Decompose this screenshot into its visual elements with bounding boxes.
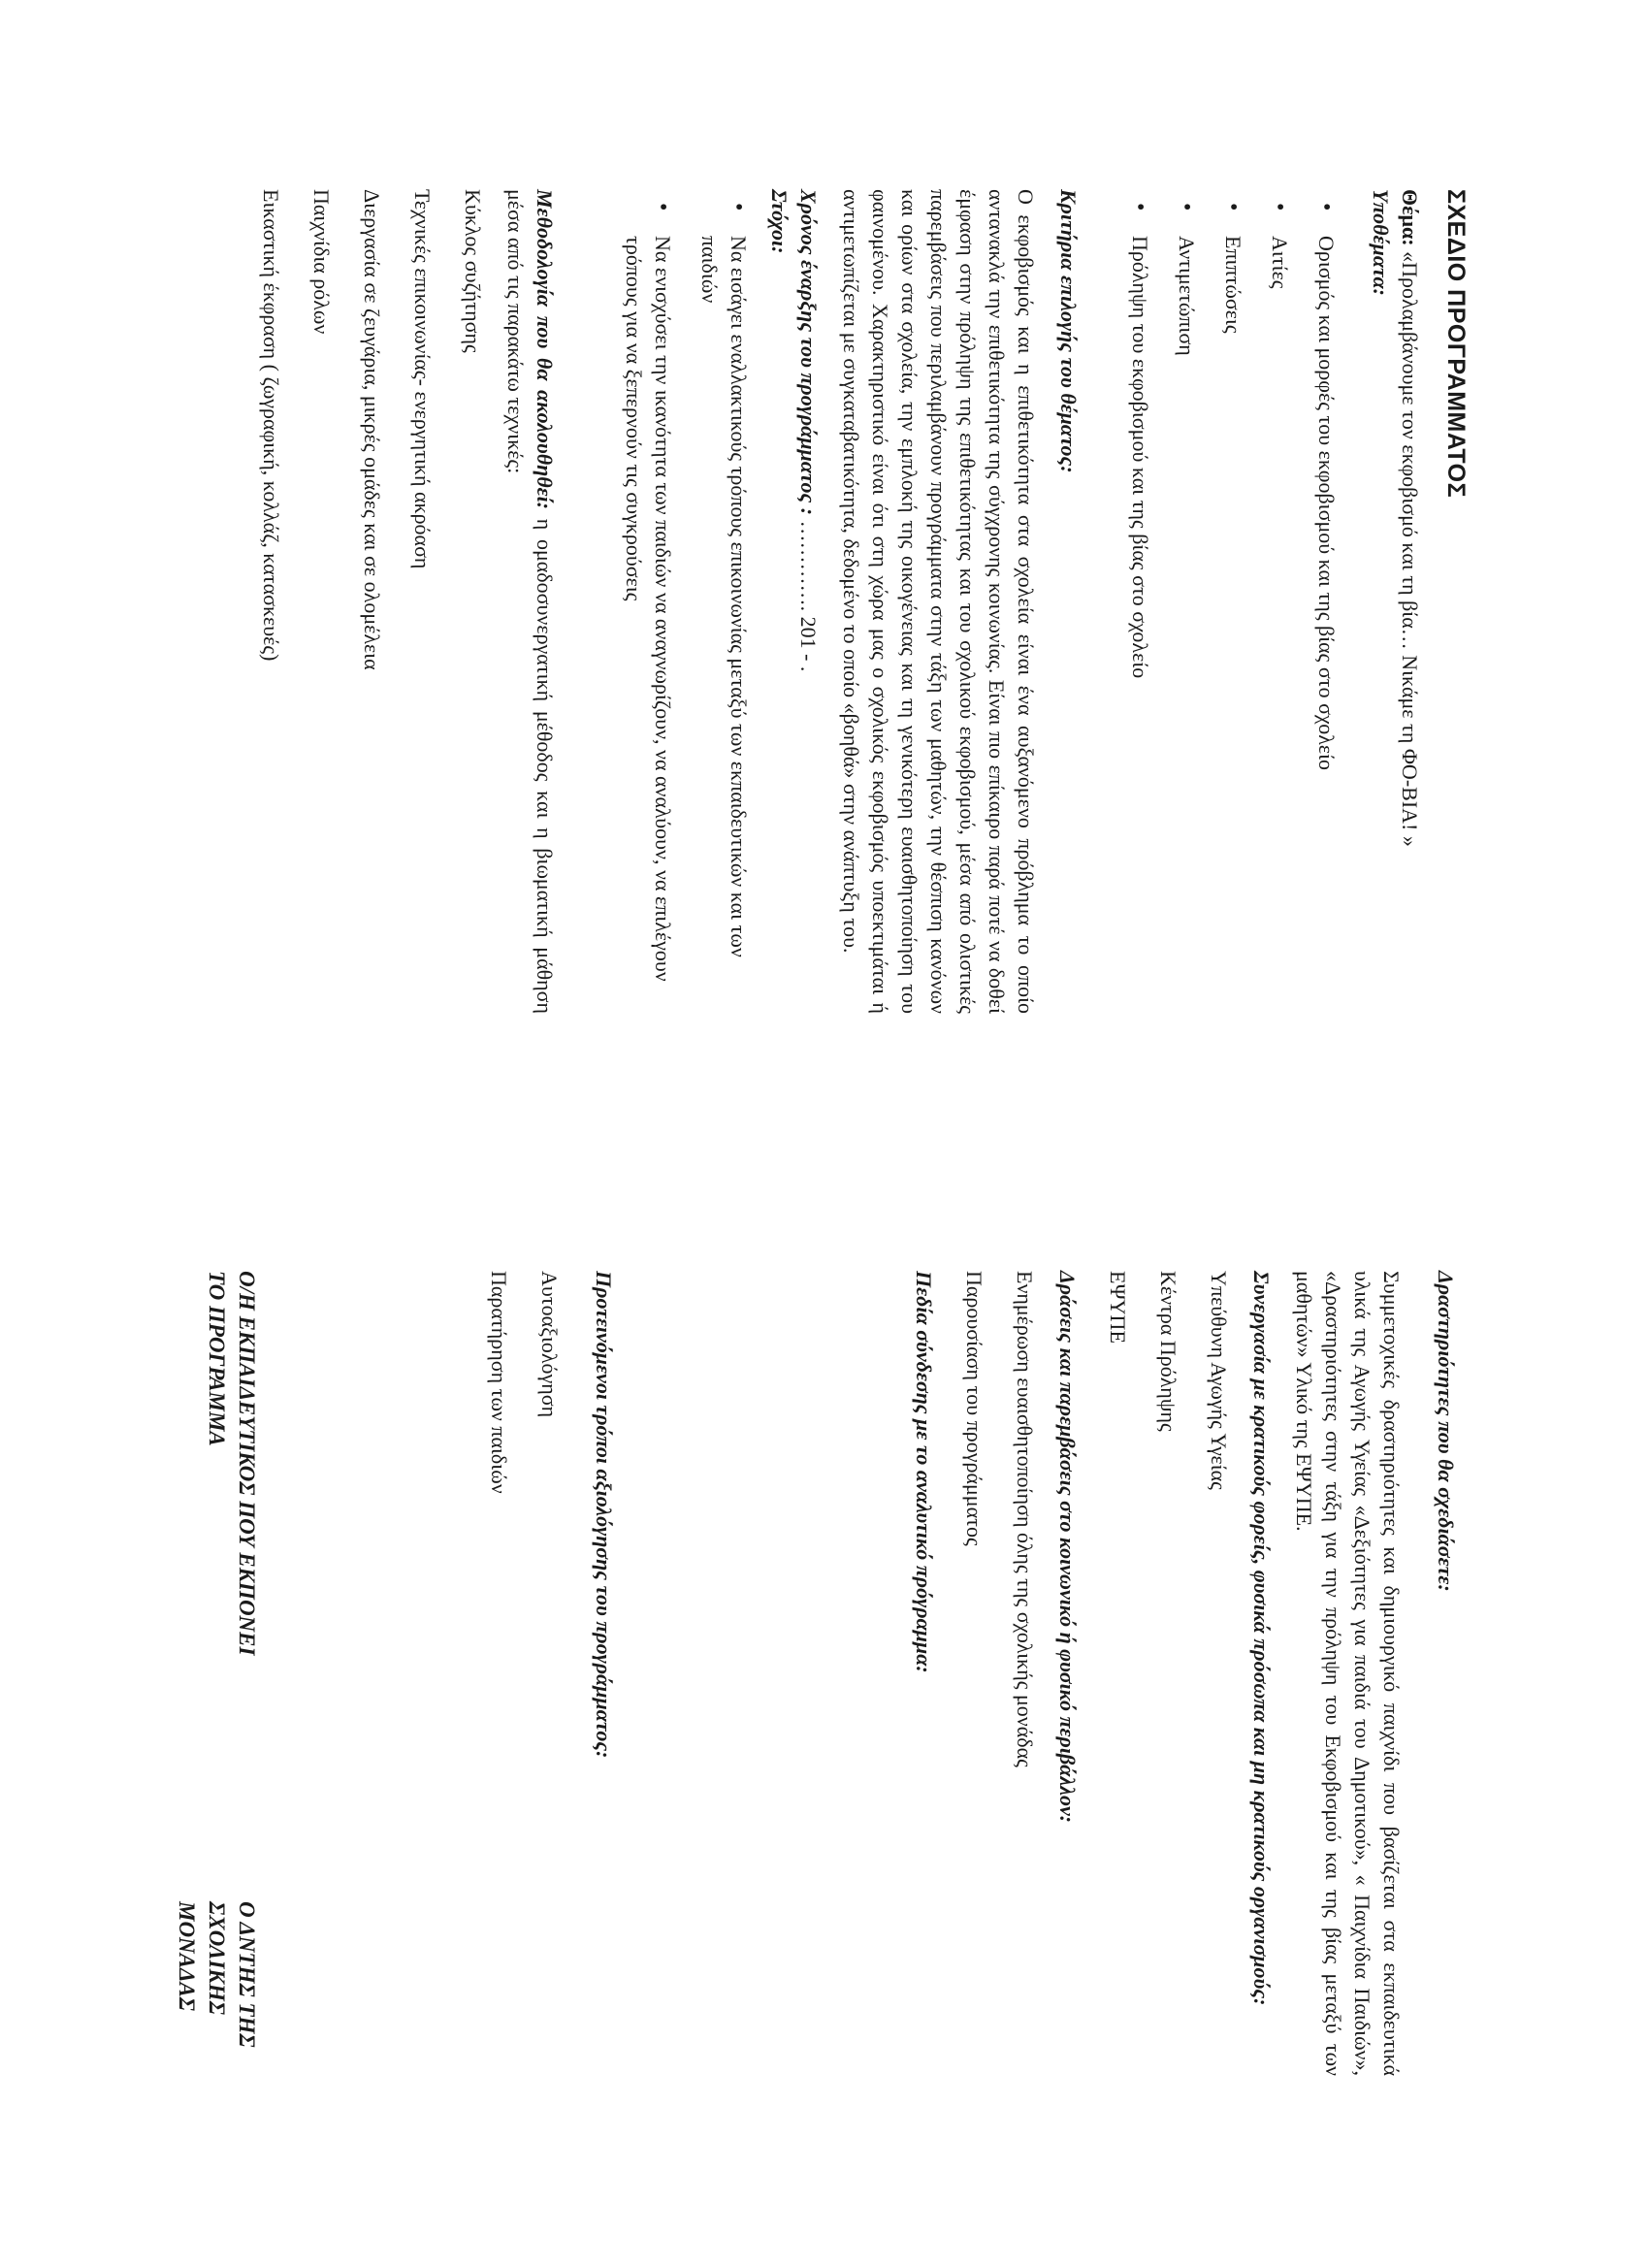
list-item: • Αιτίες bbox=[1265, 236, 1294, 1014]
list-item: Κύκλος συζήτησης bbox=[461, 189, 485, 353]
list-item: Κέντρα Πρόληψης bbox=[1156, 1271, 1180, 1432]
list-item: • Ορισμός και μορφές του εκφοβισμού και της βίας στο σχολείο bbox=[1311, 236, 1341, 1014]
list-item: • Να ενισχύσει την ικανότητα των παιδιών να αναγνωρίζουν, να αναλύουν, να επιλέγουν τρόπους για να ξεπερνούν τις συγκρούσεις bbox=[619, 236, 677, 1014]
methodology-text: η ομαδοσυνεργατική μέθοδος και η βιωματική μάθηση μέσα από τις παρακάτω τεχνικές: bbox=[503, 189, 557, 1015]
list-item: • Πρόληψη του εκφοβισμού και της βίας στο σχολείο bbox=[1125, 236, 1154, 1014]
theme-line bbox=[1395, 189, 1424, 1014]
list-item: Υπεύθυνη Αγωγής Υγείας bbox=[1207, 1271, 1231, 1490]
list-item: Διεργασία σε ζευγάρια, μικρές ομάδες και σε ολομέλεια bbox=[360, 189, 384, 670]
document-title: ΣΧΕΔΙΟ ΠΡΟΓΡΑΜΜΑΤΟΣ bbox=[1442, 189, 1470, 499]
social-actions-list bbox=[959, 1271, 1039, 2076]
director-signature-label: Ο ΔΝΤΗΣ ΤΗΣ ΣΧΟΛΙΚΗΣ ΜΟΝΑΔΑΣ bbox=[175, 1901, 259, 2048]
partners-label: Συνεργασία με κρατικούς φορείς, φυσικά πρόσωπα και μη κρατικούς οργανισμούς: bbox=[1249, 1271, 1274, 2006]
activities-text: Συμμετοχικές δραστηριότητες και δημιουργικό παιχνίδι που βασίζεται στα εκπαιδευτικά υλικά της Αγωγής Υγείας «Δεξιότητες για παιδιά του Δημοτικού», « Παιχνίδια Παιδιών», «Δραστηριότητες στην τάξη για την πρόληψη του Εκφοβισμού και της βίας μεταξύ των μαθητών» Υλικό της ΕΨΥΠΕ. bbox=[1292, 1271, 1404, 2076]
list-item: • Αντιμετώπιση bbox=[1172, 236, 1201, 1014]
list-item: Τεχνικές επικοινωνίας- ενεργητική ακρόαση bbox=[410, 189, 435, 569]
evaluation-label: Προτεινόμενοι τρόποι αξιολόγησης του προγράμματος: bbox=[592, 1271, 616, 1759]
start-time-line bbox=[793, 189, 823, 1014]
right-column bbox=[463, 1271, 1460, 2076]
goals-label: Στόχοι: bbox=[767, 189, 792, 254]
activities-label: Δραστηριότητες που θα σχεδιάσετε: bbox=[1434, 1271, 1458, 1592]
left-column bbox=[235, 189, 1470, 1014]
list-item: • Επιπτώσεις bbox=[1218, 236, 1247, 1014]
list-item: Παρατήρηση των παιδιών bbox=[487, 1271, 511, 1494]
list-item: Παρουσίαση του προγράμματος bbox=[962, 1271, 986, 1546]
social-actions-label: Δράσεις και παρεμβάσεις στο κοινωνικό ή φυσικό περιβάλλον: bbox=[1055, 1271, 1080, 1824]
methodology-line bbox=[501, 189, 559, 1014]
techniques-list bbox=[256, 189, 487, 1014]
criteria-label: Κριτήρια επιλογής του θέματος: bbox=[1056, 189, 1081, 473]
theme-text: «Προλαμβάνουμε τον εκφοβισμό και τη βία… Νικάμε τη ΦΟ-ΒΙΑ! » bbox=[1398, 251, 1422, 847]
criteria-text: Ο εκφοβισμός και η επιθετικότητα στα σχολεία είναι ένα αυξανόμενο πρόβλημα το οποίο αντανακλά την επιθετικότητα της σύγχρονης κοινωνίας. Είναι πιο επίκαιρο παρά ποτέ να δοθεί έμφαση στην πρόληψη της επιθετικότητας και του σχολικού εκφοβισμού, μέσα από ολιστικές παρεμβάσεις που περιλαμβάνουν προγράμματα στην τάξη των μαθητών, την θέσπιση κανόνων και ορίων στα σχολεία, την εμπλοκή της οικογένειας και τη γενικότερη ευαισθητοποίηση του φαινομένου. Χαρακτηριστικό είναι ότι στη χώρα μας ο σχολικός εκφοβισμός υποεκτιμάται ή αντιμετωπίζεται με συγκαταβατικότητα, δεδομένο το οποίο «βοηθά» στην ανάπτυξη του. bbox=[839, 189, 1038, 1014]
evaluation-list bbox=[484, 1271, 564, 2076]
list-item: Ενημέρωση ευαισθητοποίηση όλης της σχολικής μονάδας bbox=[1013, 1271, 1037, 1767]
list-item: Αυτοαξιολόγηση bbox=[537, 1271, 562, 1418]
teacher-signature-label: Ο/Η ΕΚΠΑΙΔΕΥΤΙΚΟΣ ΠΟΥ ΕΚΠΟΝΕΙ ΤΟ ΠΡΟΓΡΑΜΜΑ bbox=[205, 1271, 259, 1656]
list-item: Παιχνίδια ρόλων bbox=[309, 189, 334, 335]
start-time-value: …………. 201 - . bbox=[796, 520, 821, 672]
subtopics-list bbox=[1125, 189, 1341, 1014]
goals-list bbox=[619, 189, 753, 1014]
list-item: • Να εισάγει εναλλακτικούς τρόπους επικοινωνίας μεταξύ των εκπαιδευτικών και των παιδιών bbox=[695, 236, 753, 1014]
partners-list bbox=[1103, 1271, 1233, 2076]
list-item: ΕΨΥΠΕ bbox=[1106, 1271, 1130, 1344]
start-time-label: Χρόνος έναρξης του προγράμματος : bbox=[796, 189, 821, 516]
curriculum-label: Πεδία σύνδεσης με το αναλυτικό πρόγραμμα: bbox=[912, 1271, 936, 1673]
subtopics-label: Υποθέματα: bbox=[1369, 189, 1393, 296]
methodology-label: Μεθοδολογία που θα ακολουθηθεί: bbox=[533, 189, 557, 510]
list-item: Εικαστική έκφραση ( ζωγραφική, κολλάζ, κατασκευές) bbox=[259, 189, 283, 662]
theme-label: Θέμα: bbox=[1398, 189, 1422, 246]
